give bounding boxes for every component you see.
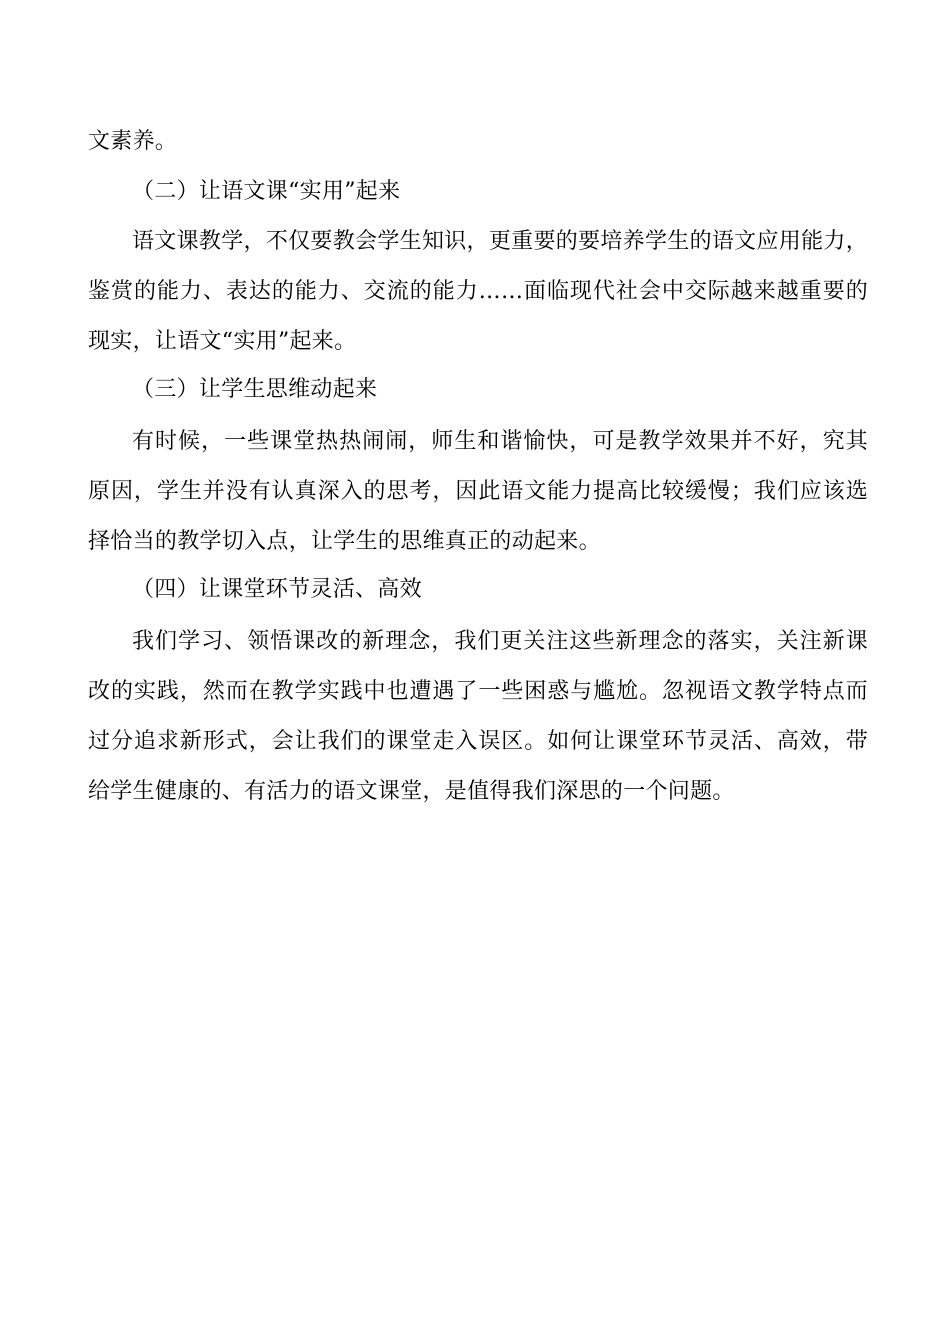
section-heading-3: （三）让学生思维动起来 [132, 377, 378, 402]
section-heading-4: （四）让课堂环节灵活、高效 [132, 577, 422, 602]
paragraph-line: 有时候，一些课堂热热闹闹，师生和谐愉快，可是教学效果并不好，究其 [132, 429, 868, 454]
paragraph-line: 改的实践，然而在教学实践中也遭遇了一些困惑与尴尬。忽视语文教学特点而 [88, 679, 868, 704]
paragraph-line: 语文课教学，不仅要教会学生知识，更重要的要培养学生的语文应用能力， [132, 229, 868, 254]
paragraph-line: 鉴赏的能力、表达的能力、交流的能力……面临现代社会中交际越来越重要的 [88, 279, 868, 304]
section-heading-2: （二）让语文课“实用”起来 [132, 179, 401, 204]
paragraph-line: 原因，学生并没有认真深入的思考，因此语文能力提高比较缓慢；我们应该选 [88, 479, 868, 504]
paragraph-line: 我们学习、领悟课改的新理念，我们更关注这些新理念的落实，关注新课 [132, 629, 868, 654]
paragraph-line: 择恰当的教学切入点，让学生的思维真正的动起来。 [88, 529, 601, 554]
paragraph-line: 现实，让语文“实用”起来。 [88, 329, 357, 354]
paragraph-tail-line: 文素养。 [88, 129, 178, 154]
paragraph-line: 给学生健康的、有活力的语文课堂，是值得我们深思的一个问题。 [88, 779, 735, 804]
paragraph-line: 过分追求新形式，会让我们的课堂走入误区。如何让课堂环节灵活、高效，带 [88, 729, 868, 754]
